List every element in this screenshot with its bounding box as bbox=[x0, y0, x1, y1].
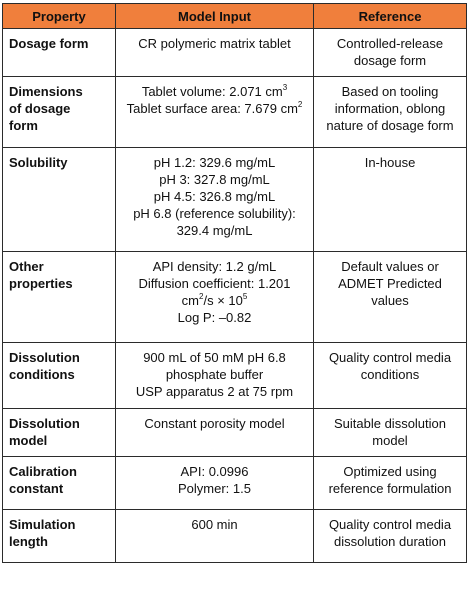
superscript: 2 bbox=[199, 291, 204, 301]
reference-line: Default values or bbox=[341, 259, 439, 274]
reference-line: Optimized using bbox=[343, 464, 437, 479]
reference-line: ADMET Predicted bbox=[338, 276, 442, 291]
input-line: phosphate buffer bbox=[165, 367, 264, 382]
reference-cell bbox=[314, 29, 467, 77]
property-line: model bbox=[9, 433, 48, 448]
property-cell bbox=[3, 409, 116, 457]
reference-line: nature of dosage form bbox=[326, 118, 454, 133]
reference-line: dissolution duration bbox=[333, 534, 447, 549]
property-line: Dimensions bbox=[9, 84, 83, 99]
reference-cell bbox=[314, 457, 467, 510]
header-reference: Reference bbox=[314, 4, 467, 29]
property-line: constant bbox=[9, 481, 64, 496]
input-line: Polymer: 1.5 bbox=[178, 481, 251, 496]
model-input-cell bbox=[116, 510, 314, 563]
input-text: cm bbox=[181, 293, 200, 308]
model-input-cell bbox=[116, 252, 314, 343]
superscript: 2 bbox=[297, 99, 303, 109]
reference-line: In-house bbox=[364, 155, 416, 170]
input-line: CR polymeric matrix tablet bbox=[138, 36, 291, 51]
reference-line: conditions bbox=[360, 367, 420, 382]
properties-table bbox=[2, 3, 467, 563]
input-line: API density: 1.2 g/mL bbox=[152, 259, 277, 274]
table-row bbox=[3, 252, 467, 343]
input-line: pH 3: 327.8 mg/mL bbox=[159, 172, 270, 187]
reference-cell bbox=[314, 409, 467, 457]
property-line: Dissolution bbox=[9, 416, 80, 431]
reference-line: Quality control media bbox=[328, 517, 452, 532]
input-line bbox=[120, 100, 309, 117]
model-input-cell bbox=[116, 409, 314, 457]
property-cell bbox=[3, 457, 116, 510]
property-line: Solubility bbox=[9, 155, 68, 170]
reference-cell bbox=[314, 510, 467, 563]
reference-line: Suitable dissolution bbox=[333, 416, 447, 431]
input-line: Constant porosity model bbox=[144, 416, 285, 431]
table-row bbox=[3, 343, 467, 409]
reference-line: information, oblong bbox=[334, 101, 446, 116]
reference-line: Quality control media bbox=[328, 350, 452, 365]
header-model-input: Model Input bbox=[116, 4, 314, 29]
property-line: of dosage bbox=[9, 101, 71, 116]
input-line: USP apparatus 2 at 75 rpm bbox=[135, 384, 294, 399]
reference-line: Based on tooling bbox=[341, 84, 439, 99]
header-property: Property bbox=[3, 4, 116, 29]
reference-cell bbox=[314, 252, 467, 343]
superscript: 5 bbox=[242, 291, 248, 301]
table-row bbox=[3, 77, 467, 148]
property-line: Simulation bbox=[9, 517, 76, 532]
input-line: API: 0.0996 bbox=[180, 464, 249, 479]
property-line: Calibration bbox=[9, 464, 77, 479]
reference-cell bbox=[314, 77, 467, 148]
reference-line: reference formulation bbox=[328, 481, 452, 496]
property-cell bbox=[3, 252, 116, 343]
reference-line: Controlled-release bbox=[336, 36, 444, 51]
property-line: form bbox=[9, 118, 38, 133]
input-line bbox=[120, 83, 309, 100]
reference-cell bbox=[314, 148, 467, 252]
property-line: length bbox=[9, 534, 48, 549]
input-text: /s × 10 bbox=[203, 293, 243, 308]
table-row bbox=[3, 29, 467, 77]
property-line: Dosage form bbox=[9, 36, 89, 51]
property-cell bbox=[3, 77, 116, 148]
input-line bbox=[120, 292, 309, 309]
input-line: pH 4.5: 326.8 mg/mL bbox=[153, 189, 276, 204]
property-line: Dissolution bbox=[9, 350, 80, 365]
header-row bbox=[3, 4, 467, 29]
input-text: Tablet volume: 2.071 cm bbox=[141, 84, 283, 99]
reference-line: model bbox=[372, 433, 408, 448]
table-row bbox=[3, 457, 467, 510]
reference-line: dosage form bbox=[353, 53, 427, 68]
input-line: pH 6.8 (reference solubility): bbox=[133, 206, 296, 221]
model-input-cell bbox=[116, 77, 314, 148]
input-text: Tablet surface area: 7.679 cm bbox=[126, 101, 298, 116]
table-row bbox=[3, 510, 467, 563]
property-cell bbox=[3, 510, 116, 563]
model-input-cell bbox=[116, 148, 314, 252]
property-line: properties bbox=[9, 276, 73, 291]
property-line: conditions bbox=[9, 367, 75, 382]
model-input-cell bbox=[116, 343, 314, 409]
input-line: 900 mL of 50 mM pH 6.8 bbox=[143, 350, 286, 365]
input-line: 600 min bbox=[191, 517, 238, 532]
reference-line: values bbox=[371, 293, 409, 308]
reference-cell bbox=[314, 343, 467, 409]
property-cell bbox=[3, 29, 116, 77]
property-cell bbox=[3, 343, 116, 409]
input-line: Log P: –0.82 bbox=[177, 310, 252, 325]
property-cell bbox=[3, 148, 116, 252]
superscript: 3 bbox=[282, 82, 288, 92]
input-line: Diffusion coefficient: 1.201 bbox=[138, 276, 291, 291]
property-line: Other bbox=[9, 259, 44, 274]
table-row bbox=[3, 148, 467, 252]
table-row bbox=[3, 409, 467, 457]
model-input-cell bbox=[116, 457, 314, 510]
input-line: pH 1.2: 329.6 mg/mL bbox=[153, 155, 276, 170]
input-line: 329.4 mg/mL bbox=[176, 223, 253, 238]
model-input-cell bbox=[116, 29, 314, 77]
